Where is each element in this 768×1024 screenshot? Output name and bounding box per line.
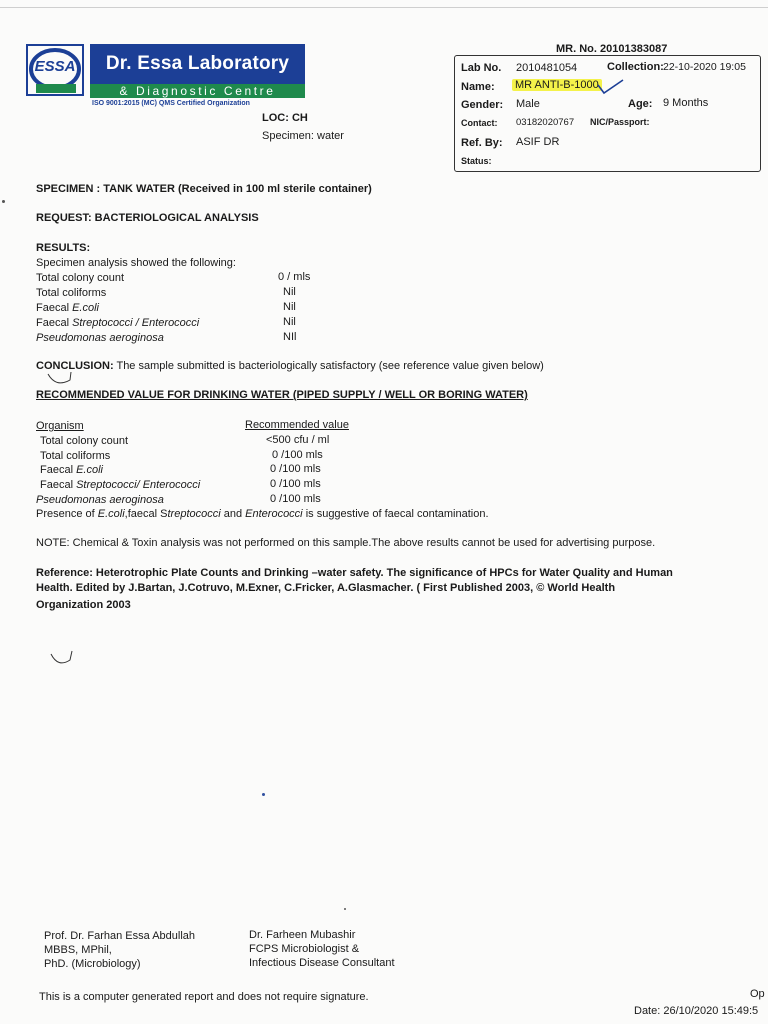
mr-label: MR. No. [556, 43, 597, 55]
specimen-short: Specimen: water [262, 130, 344, 142]
ref-by-label: Ref. By: [461, 137, 503, 149]
location-code: LOC: CH [262, 112, 308, 124]
nic-passport-label: NIC/Passport: [590, 117, 650, 127]
conclusion-line [36, 359, 544, 373]
result-organism-prefix: Faecal [36, 302, 73, 314]
recommended-row [40, 463, 103, 477]
results-heading: RESULTS: [36, 242, 91, 254]
col-organism-header: Organism [36, 420, 84, 432]
recommended-value: 0 /100 mls [270, 463, 321, 475]
signatory-name: Prof. Dr. Farhan Essa Abdullah [44, 930, 196, 942]
result-value: Nil [283, 286, 296, 298]
recommended-row [36, 493, 164, 507]
age-value: 9 Months [663, 97, 709, 109]
presence-note [36, 507, 489, 521]
signatory-1 [44, 929, 195, 971]
signatory-qualification: FCPS Microbiologist & [249, 943, 360, 955]
essa-logo-mark [26, 44, 84, 96]
result-row [36, 316, 199, 330]
recommended-organism-prefix: Faecal [40, 479, 77, 491]
recommended-row [40, 449, 110, 463]
age-label: Age: [628, 98, 653, 110]
presence-ecoli: E.coli [97, 508, 125, 520]
presence-text: ,faecal S [124, 508, 168, 520]
reference-line-3: Organization 2003 [36, 599, 131, 611]
lab-no-label: Lab No. [461, 62, 502, 74]
contact-value: 03182020767 [516, 117, 575, 128]
gender-value: Male [516, 98, 540, 110]
presence-strep: treptococci [167, 508, 221, 520]
result-value: Nil [283, 316, 296, 328]
ref-by-value: ASIF DR [516, 136, 560, 148]
scan-top-edge [0, 7, 768, 8]
signatory-2 [249, 928, 395, 970]
result-organism-italic: E.coli [72, 302, 99, 314]
report-date: Date: 26/10/2020 15:49:5 [634, 1005, 759, 1017]
result-organism: Total coliforms [36, 287, 107, 299]
results-intro: Specimen analysis showed the following: [36, 257, 236, 269]
status-label: Status: [461, 156, 492, 166]
recommended-organism: Total coliforms [40, 450, 111, 462]
checkmark-icon [596, 78, 626, 96]
recommended-organism: Total colony count [40, 435, 129, 447]
pen-tick-mark [46, 370, 74, 388]
recommended-organism-prefix: Faecal [40, 464, 77, 476]
gender-label: Gender: [461, 99, 504, 111]
collection-label: Collection: [607, 61, 664, 73]
presence-text: Presence of [36, 508, 98, 520]
signatory-name: Dr. Farheen Mubashir [249, 929, 356, 941]
collection-value: 22-10-2020 19:05 [663, 61, 746, 73]
specimen-line: SPECIMEN : TANK WATER (Received in 100 ml sterile container) [36, 183, 372, 195]
signatory-qualification: Infectious Disease Consultant [249, 957, 395, 969]
mr-number [556, 42, 667, 56]
recommended-organism-italic: E.coli [76, 464, 103, 476]
request-line: REQUEST: BACTERIOLOGICAL ANALYSIS [36, 212, 259, 224]
footer-op: Op [750, 988, 765, 1000]
result-value: Nil [283, 301, 296, 313]
recommended-heading: RECOMMENDED VALUE FOR DRINKING WATER (PIPED SUPPLY / WELL OR BORING WATER) [36, 389, 528, 401]
result-row [36, 286, 106, 300]
recommended-value: 0 /100 mls [270, 478, 321, 490]
result-row [36, 301, 99, 315]
presence-entero: Enterococci [245, 508, 303, 520]
result-row [36, 271, 124, 285]
recommended-organism-italic: Pseudomonas aeroginosa [36, 494, 164, 506]
reference-line-1: Reference: Heterotrophic Plate Counts and Drinking –water safety. The significance of HPCs for Water Quality and Human [36, 567, 673, 579]
recommended-row [40, 434, 128, 448]
result-row [36, 331, 164, 345]
presence-text: is suggestive of faecal contamination. [302, 508, 489, 520]
signatory-qualification: MBBS, MPhil, [44, 944, 112, 956]
logo-mark-text: ESSA [34, 58, 76, 75]
note-line: NOTE: Chemical & Toxin analysis was not performed on this sample.The above results cannot be used for advertising purpose. [36, 537, 656, 549]
scan-speck [262, 793, 265, 796]
recommended-row [40, 478, 200, 492]
pen-tick-mark [48, 648, 76, 668]
logo-subtitle: & Diagnostic Centre [90, 84, 305, 98]
name-label: Name: [461, 81, 495, 93]
scan-speck [2, 200, 5, 203]
conclusion-label: CONCLUSION: [36, 360, 114, 372]
recommended-organism-italic: Streptococci/ Enterococci [76, 479, 201, 491]
computer-generated-note: This is a computer generated report and does not require signature. [39, 991, 369, 1003]
result-organism-prefix: Faecal [36, 317, 73, 329]
result-organism-italic: Pseudomonas aeroginosa [36, 332, 164, 344]
recommended-value: 0 /100 mls [272, 449, 323, 461]
logo-title: Dr. Essa Laboratory [90, 44, 305, 84]
contact-label: Contact: [461, 118, 498, 128]
reference-line-2: Health. Edited by J.Bartan, J.Cotruvo, M.Exner, C.Fricker, A.Glasmacher. ( First Published 2003, © World Health [36, 582, 616, 594]
patient-name: MR ANTI-B-1000 [512, 79, 602, 91]
presence-text: and [220, 508, 246, 520]
recommended-value: <500 cfu / ml [266, 434, 330, 446]
recommended-value: 0 /100 mls [270, 493, 321, 505]
result-organism-italic: Streptococci / Enterococci [72, 317, 200, 329]
col-recommended-header: Recommended value [245, 419, 349, 431]
signatory-qualification: PhD. (Microbiology) [44, 958, 141, 970]
name-value-highlighted [512, 78, 602, 92]
logo-iso-certification: ISO 9001:2015 (MC) QMS Certified Organization [92, 100, 250, 107]
lab-no-row [461, 61, 578, 75]
result-organism: Total colony count [36, 272, 125, 284]
result-value: 0 / mls [278, 271, 311, 283]
mr-value: 20101383087 [600, 43, 668, 55]
scan-speck [344, 908, 346, 910]
result-value: NIl [283, 331, 297, 343]
conclusion-text: The sample submitted is bacteriologically satisfactory (see reference value given below) [116, 360, 544, 372]
lab-no-value: 2010481054 [516, 62, 578, 74]
